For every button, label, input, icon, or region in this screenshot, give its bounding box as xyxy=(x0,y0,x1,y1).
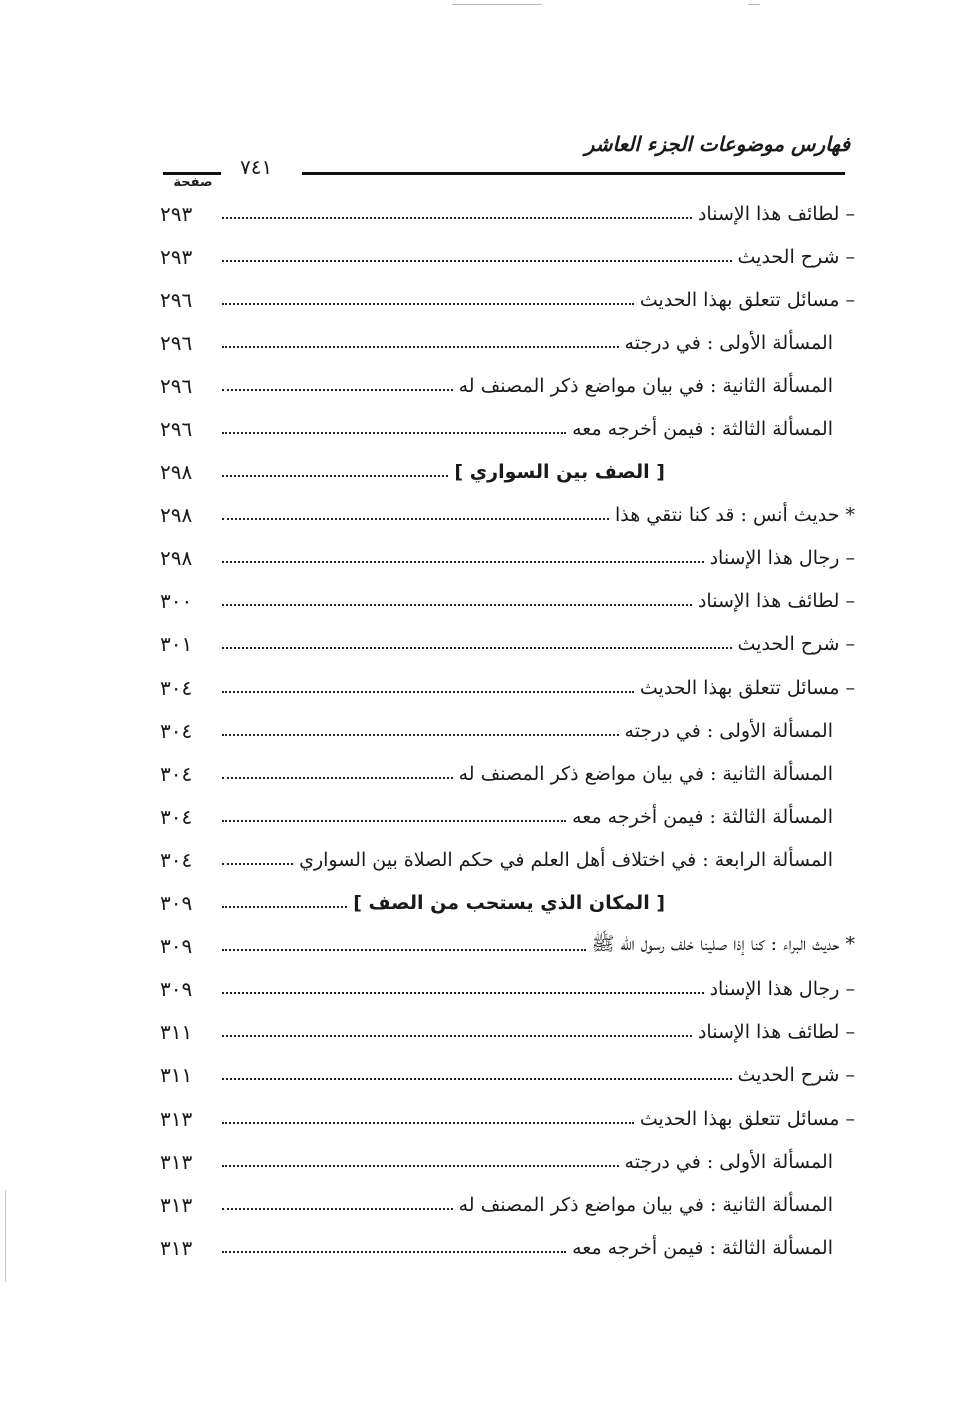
toc-entry xyxy=(160,1011,855,1054)
toc-entry xyxy=(160,537,855,580)
toc-entry-page: ٣٠٤ xyxy=(160,804,193,829)
toc-entry-page: ٢٩٦ xyxy=(160,287,193,312)
toc-entry-title: – شرح الحديث xyxy=(737,1064,855,1087)
dot-leader xyxy=(222,1208,453,1210)
toc-entry-title: المسألة الثانية : في بيان مواضع ذكر المصنف له xyxy=(458,762,833,785)
dot-leader xyxy=(222,604,692,606)
toc-entry-title: المسألة الأولى : في درجته xyxy=(624,331,833,354)
toc-entry-title: – رجال هذا الإسناد xyxy=(709,978,855,1001)
toc-entry xyxy=(160,752,855,795)
toc-entry-title: – مسائل تتعلق بهذا الحديث xyxy=(639,676,855,699)
top-scan-rule-right xyxy=(748,4,760,5)
toc-entry-page: ٢٩٦ xyxy=(160,330,193,355)
dot-leader xyxy=(222,1122,634,1124)
toc-entry-page: ٢٩٦ xyxy=(160,417,193,442)
toc-entry xyxy=(160,795,855,838)
toc-entry-page: ٣١١ xyxy=(160,1063,193,1088)
toc-entry-page: ٣١١ xyxy=(160,1020,193,1045)
toc-entry xyxy=(160,451,855,494)
toc-entry-page: ٢٩٨ xyxy=(160,546,193,571)
toc-entry xyxy=(160,1054,855,1097)
toc-entry-page: ٣٠٠ xyxy=(160,589,193,614)
dot-leader xyxy=(222,820,566,822)
toc-entry-title: – لطائف هذا الإسناد xyxy=(697,202,855,225)
toc-entry-page: ٣٠٩ xyxy=(160,934,193,959)
toc-entry-title: المسألة الرابعة : في اختلاف أهل العلم في حكم الصلاة بين السواري xyxy=(299,848,833,871)
toc-entry-page: ٣٠٤ xyxy=(160,761,193,786)
table-of-contents xyxy=(160,192,855,1269)
page-number: ٧٤١ xyxy=(240,155,273,179)
top-scan-rule-left xyxy=(452,4,542,5)
dot-leader xyxy=(222,303,634,305)
toc-entry xyxy=(160,278,855,321)
dot-leader xyxy=(222,389,453,391)
toc-entry-page: ٢٩٨ xyxy=(160,460,193,485)
toc-entry-title: – شرح الحديث xyxy=(737,633,855,656)
toc-entry-title: المسألة الثالثة : فيمن أخرجه معه xyxy=(572,1236,833,1259)
margin-scan-line xyxy=(5,1190,6,1282)
toc-entry xyxy=(160,235,855,278)
toc-entry-title: [ الصف بين السواري ] xyxy=(454,461,665,484)
dot-leader xyxy=(222,863,293,865)
toc-entry xyxy=(160,1226,855,1269)
toc-entry-title: [ المكان الذي يستحب من الصف ] xyxy=(353,892,665,915)
toc-entry-page: ٣١٣ xyxy=(160,1235,193,1260)
dot-leader xyxy=(222,475,448,477)
dot-leader xyxy=(222,691,634,693)
header-rule xyxy=(302,172,845,175)
toc-entry-page: ٣٠٤ xyxy=(160,718,193,743)
toc-entry-title: المسألة الأولى : في درجته xyxy=(624,1150,833,1173)
toc-entry-page: ٣٠٤ xyxy=(160,675,193,700)
toc-entry-page: ٢٩٨ xyxy=(160,503,193,528)
toc-entry-title: المسألة الثالثة : فيمن أخرجه معه xyxy=(572,805,833,828)
toc-entry-title: – شرح الحديث xyxy=(737,245,855,268)
toc-entry-title: المسألة الثانية : في بيان مواضع ذكر المصنف له xyxy=(458,374,833,397)
dot-leader xyxy=(222,260,732,262)
dot-leader xyxy=(222,1078,732,1080)
dot-leader xyxy=(222,518,609,520)
toc-entry-title: – لطائف هذا الإسناد xyxy=(697,1021,855,1044)
toc-entry xyxy=(160,321,855,364)
toc-entry xyxy=(160,709,855,752)
toc-entry-title: – مسائل تتعلق بهذا الحديث xyxy=(639,288,855,311)
dot-leader xyxy=(222,432,566,434)
toc-entry xyxy=(160,666,855,709)
dot-leader xyxy=(222,217,692,219)
toc-entry xyxy=(160,1183,855,1226)
toc-entry-page: ٣٠٩ xyxy=(160,977,193,1002)
toc-entry xyxy=(160,1097,855,1140)
toc-entry-page: ٢٩٣ xyxy=(160,201,193,226)
toc-entry xyxy=(160,968,855,1011)
toc-entry xyxy=(160,925,855,968)
dot-leader xyxy=(222,1251,566,1253)
toc-entry-title: – رجال هذا الإسناد xyxy=(709,547,855,570)
dot-leader xyxy=(222,906,347,908)
toc-entry-page: ٣١٣ xyxy=(160,1149,193,1174)
toc-entry-title: المسألة الأولى : في درجته xyxy=(624,719,833,742)
toc-entry xyxy=(160,192,855,235)
dot-leader xyxy=(222,1165,619,1167)
toc-entry-page: ٢٩٣ xyxy=(160,244,193,269)
toc-entry-page: ٣١٣ xyxy=(160,1192,193,1217)
dot-leader xyxy=(222,647,732,649)
toc-entry-page: ٢٩٦ xyxy=(160,373,193,398)
toc-entry xyxy=(160,882,855,925)
page-header-title: فهارس موضوعات الجزء العاشر xyxy=(584,132,850,156)
dot-leader xyxy=(222,1035,692,1037)
page-column-label: صفحة xyxy=(173,175,213,190)
toc-entry-title: – مسائل تتعلق بهذا الحديث xyxy=(639,1107,855,1130)
toc-entry-page: ٣٠١ xyxy=(160,632,193,657)
dot-leader xyxy=(222,346,619,348)
toc-entry xyxy=(160,1140,855,1183)
dot-leader xyxy=(222,561,704,563)
toc-entry-title: المسألة الثانية : في بيان مواضع ذكر المصنف له xyxy=(458,1193,833,1216)
dot-leader xyxy=(222,949,586,951)
toc-entry xyxy=(160,580,855,623)
dot-leader xyxy=(222,734,619,736)
toc-entry-page: ٣٠٤ xyxy=(160,847,193,872)
dot-leader xyxy=(222,992,704,994)
toc-entry-page: ٣٠٩ xyxy=(160,891,193,916)
toc-entry-page: ٣١٣ xyxy=(160,1106,193,1131)
toc-entry xyxy=(160,838,855,881)
toc-entry-title: – لطائف هذا الإسناد xyxy=(697,590,855,613)
toc-entry xyxy=(160,494,855,537)
toc-entry-title: * حديث أنس : قد كنا نتقي هذا xyxy=(615,504,855,527)
toc-entry-title: * حديث البراء : كنا إذا صلينا خلف رسول الله ﷺ xyxy=(591,933,855,956)
toc-entry xyxy=(160,407,855,450)
toc-entry xyxy=(160,364,855,407)
dot-leader xyxy=(222,777,453,779)
toc-entry xyxy=(160,623,855,666)
toc-entry-title: المسألة الثالثة : فيمن أخرجه معه xyxy=(572,418,833,441)
